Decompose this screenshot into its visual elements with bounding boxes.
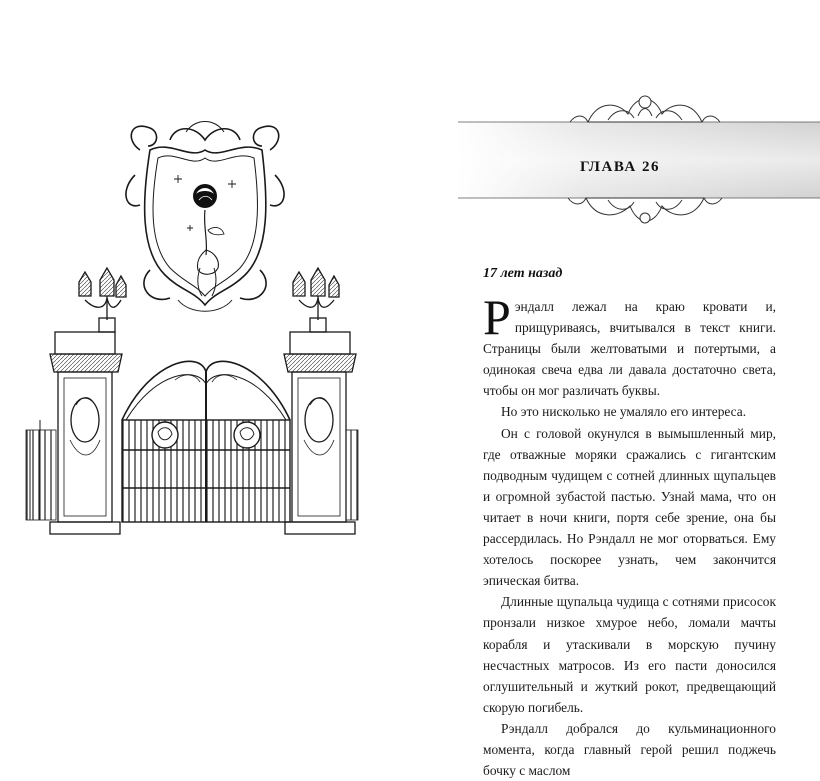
rose-icon	[193, 184, 217, 208]
chapter-title: ГЛАВА 26	[580, 159, 660, 175]
paragraph-1-text: эндалл лежал на краю кровати и, прищуриваясь, вчитывался в текст книги. Страницы были желтоватыми и потертыми, а одинокая свеча едва ли давала достаточно света, чтобы он мог различать буквы.	[483, 299, 776, 399]
right-page	[410, 0, 820, 779]
gate-icon	[122, 361, 290, 522]
top-filigree-icon	[570, 96, 720, 122]
drop-cap: Р	[483, 289, 511, 345]
illustration	[0, 0, 410, 661]
paragraph-5: Рэндалл добрался до кульминационного момента, когда главный герой решил поджечь бочку с маслом	[483, 720, 776, 779]
paragraph-4: Длинные щупальца чудища с сотнями присосок пронзали низкое хмурое небо, ломали мачты корабля и утаскивали в морскую пучину несчастных матросов. Из его пасти доносился оглушительный и жуткий рокот, предвещающий скорую погибель.	[483, 594, 776, 715]
bottom-filigree-icon	[568, 198, 722, 223]
right-pillar	[284, 268, 358, 534]
crest-icon	[126, 122, 284, 312]
chapter-ornament	[458, 80, 820, 230]
paragraph-2: Но это нисколько не умаляло его интереса.	[501, 404, 747, 420]
paragraph-1	[483, 289, 776, 401]
paragraph-3: Он с головой окунулся в вымышленный мир, где отважные моряки сражались с гигантским подводным чудищем с сотней длинных щупальцев и огромной зубастой пастью. Узнай мама, что он читает в ночи книги, портя себе зрение, она бы рассердилась. Но Рэндалл не мог оторваться. Ему хотелось поскорее узнать, чем закончится эпическая битва.	[483, 425, 776, 589]
left-page	[0, 0, 410, 661]
left-pillar	[26, 268, 126, 534]
chapter-subtitle: 17 лет назад	[483, 266, 563, 281]
chapter-text	[483, 289, 776, 781]
